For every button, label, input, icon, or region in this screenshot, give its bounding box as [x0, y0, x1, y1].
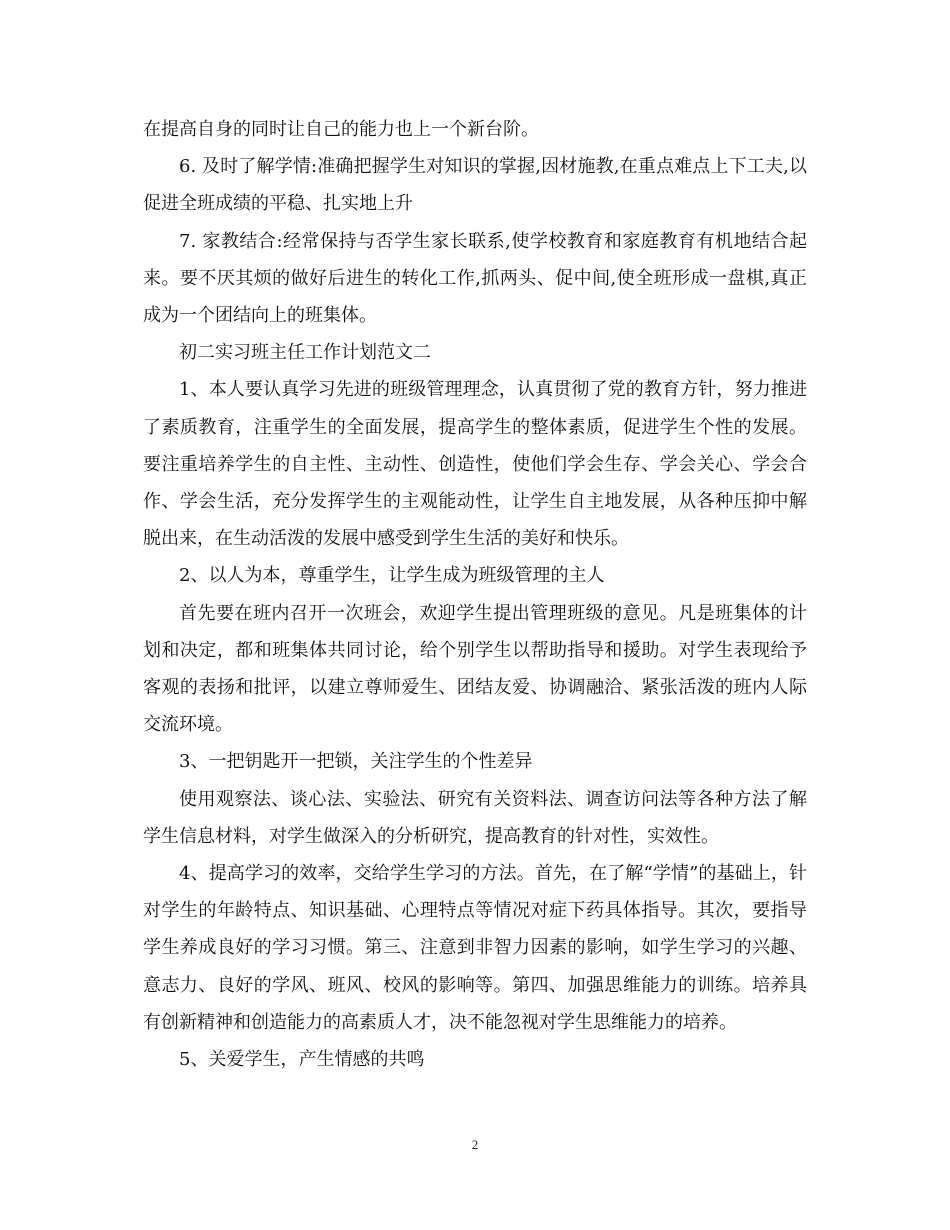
page-number: 2	[471, 1137, 479, 1152]
paragraph-point-4: 4、提高学习的效率，交给学生学习的方法。首先，在了解“学情”的基础上，针对学生的年龄特点、知识基础、心理特点等情况对症下药具体指导。其次，要指导学生养成良好的学习习惯。第三、注意到非智力因素的影响，如学生学习的兴趣、意志力、良好的学风、班风、校风的影响等。第四、加强思维能力的训练。培养具有创新精神和创造能力的高素质人才，决不能忽视对学生思维能力的培养。	[143, 863, 807, 1033]
paragraph-point-3-heading: 3、一把钥匙开一把锁，关注学生的个性差异	[179, 751, 533, 773]
paragraph-item-7: 7. 家教结合:经常保持与否学生家长联系,使学校教育和家庭教育有机地结合起来。要不厌其烦的做好后进生的转化工作,抓两头、促中间,使全班形成一盘棋,真正成为一个团结向上的班集体。	[143, 230, 807, 327]
paragraph-item-6: 6. 及时了解学情:准确把握学生对知识的掌握,因材施教,在重点难点上下工夫,以促进全班成绩的平稳、扎实地上升	[143, 156, 807, 215]
section-heading: 初二实习班主任工作计划范文二	[179, 342, 431, 364]
paragraph-point-5-heading: 5、关爱学生，产生情感的共鸣	[179, 1049, 425, 1071]
paragraph-continuation: 在提高自身的同时让自己的能力也上一个新台阶。	[143, 119, 539, 140]
paragraph-point-2-body: 首先要在班内召开一次班会，欢迎学生提出管理班级的意见。凡是班集体的计划和决定，都和班集体共同讨论，给个别学生以帮助指导和援助。对学生表现给予客观的表扬和批评，以建立尊师爱生、团结友爱、协调融洽、紧张活泼的班内人际交流环境。	[143, 602, 807, 736]
paragraph-point-2-heading: 2、以人为本，尊重学生，让学生成为班级管理的主人	[179, 565, 605, 587]
paragraph-point-1: 1、本人要认真学习先进的班级管理理念，认真贯彻了党的教育方针，努力推进了素质教育，注重学生的全面发展，提高学生的整体素质，促进学生个性的发展。要注重培养学生的自主性、主动性、创造性，使他们学会生存、学会关心、学会合作、学会生活，充分发挥学生的主观能动性，让学生自主地发展，从各种压抑中解脱出来，在生动活泼的发展中感受到学生生活的美好和快乐。	[143, 379, 807, 550]
paragraph-point-3-body: 使用观察法、谈心法、实验法、研究有关资料法、调查访问法等各种方法了解学生信息材料，对学生做深入的分析研究，提高教育的针对性，实效性。	[143, 788, 807, 847]
body-text	[143, 111, 807, 1078]
